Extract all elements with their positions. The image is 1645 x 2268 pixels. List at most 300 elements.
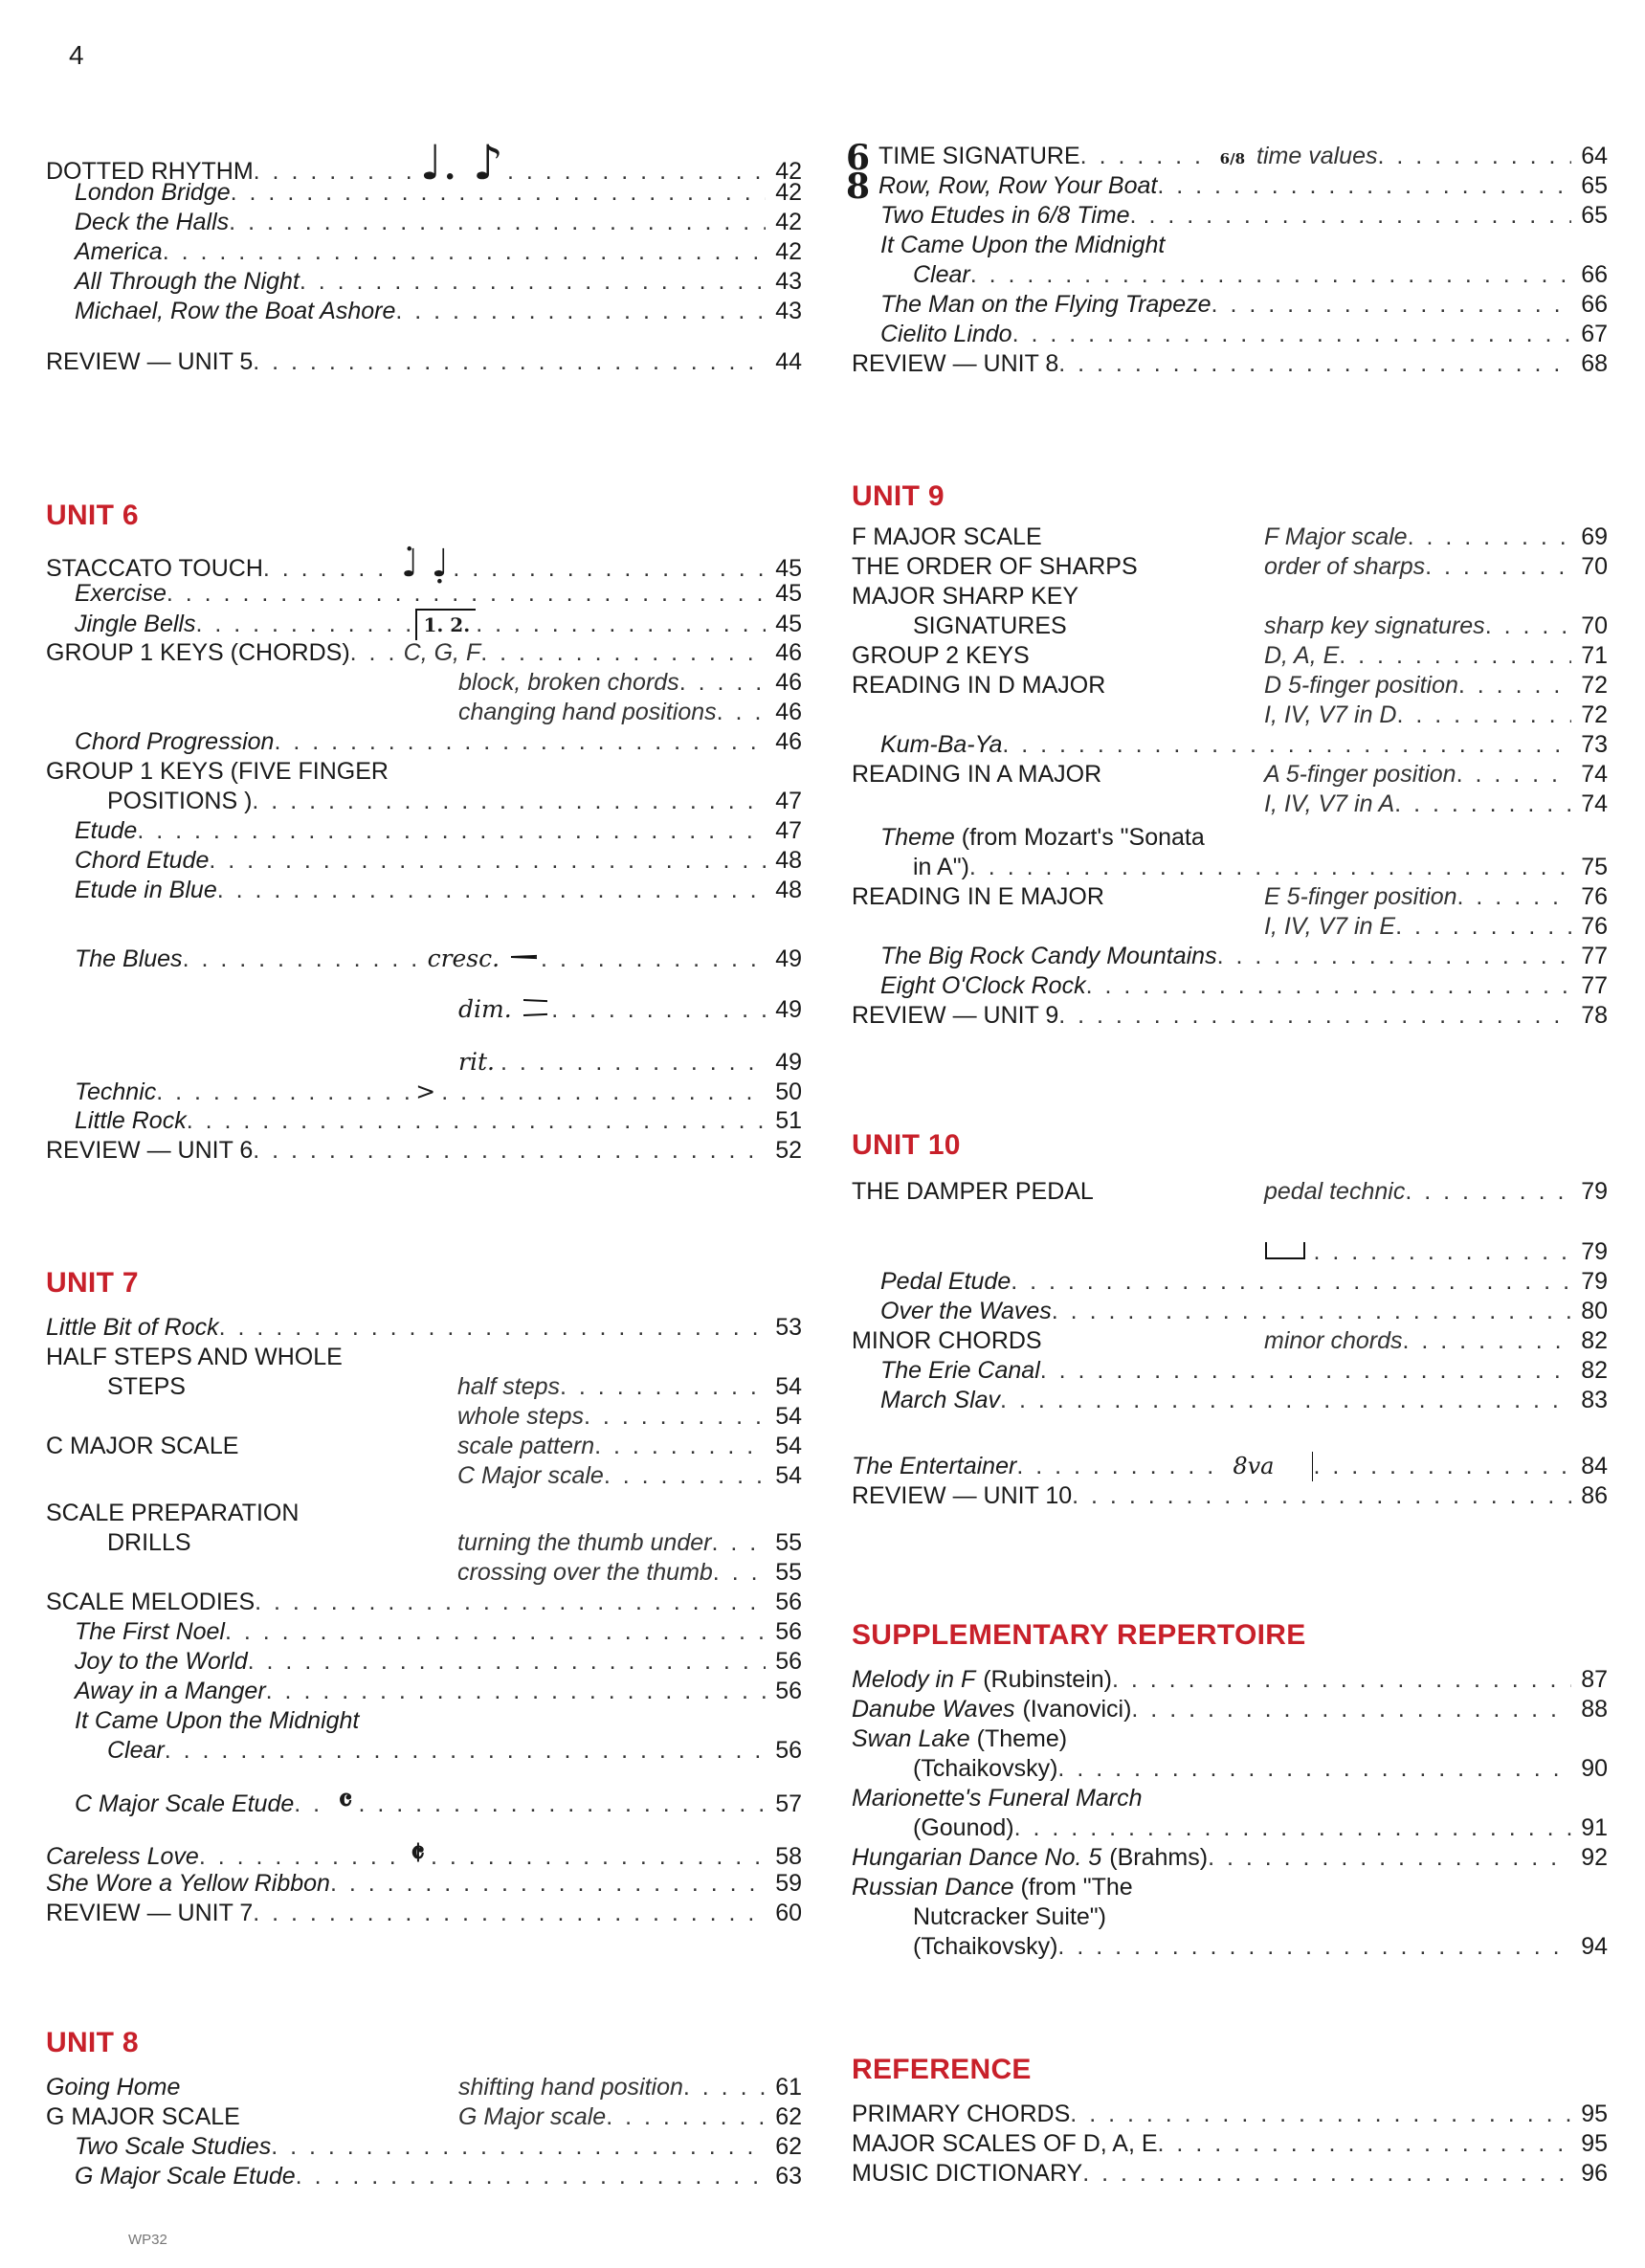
page-ref: 47: [775, 788, 802, 814]
entry-title: Technic: [75, 1078, 157, 1105]
toc-entry[interactable]: [46, 1402, 802, 1432]
toc-entry[interactable]: [852, 320, 1608, 349]
leader-dots: [1070, 2100, 1571, 2129]
pedal-bracket-icon: [1265, 1242, 1305, 1259]
entry-title: REVIEW — UNIT 9: [852, 1002, 1059, 1029]
toc-entry[interactable]: [46, 727, 802, 757]
toc-entry[interactable]: [46, 1047, 802, 1077]
entry-title: Clear: [913, 261, 970, 288]
leader-dots: [1425, 552, 1571, 582]
entry-title: THE ORDER OF SHARPS: [852, 553, 1138, 580]
leader-dots: [1339, 641, 1571, 671]
page-ref: 91: [1581, 1814, 1608, 1841]
toc-entry[interactable]: [852, 1326, 1608, 1356]
common-time-icon: 𝄴: [338, 1782, 353, 1820]
page-ref: 43: [775, 268, 802, 295]
ottava-marking: 8va: [1227, 1452, 1313, 1481]
toc-entry[interactable]: [46, 1588, 802, 1617]
toc-entry[interactable]: [852, 760, 1608, 789]
page-ref: 95: [1581, 2130, 1608, 2157]
toc-entry[interactable]: [852, 971, 1608, 1001]
page-ref: 60: [775, 1900, 802, 1926]
entry-title: She Wore a Yellow Ribbon: [46, 1870, 330, 1897]
entry-topic: whole steps: [457, 1403, 585, 1430]
toc-entry[interactable]: [46, 1528, 802, 1558]
entry-title: (Gounod): [913, 1814, 1014, 1841]
leader-dots: [271, 2132, 766, 2162]
leader-dots: [294, 1790, 332, 1819]
toc-entry[interactable]: [46, 267, 802, 297]
entry-topic: I, IV, V7 in A: [1264, 790, 1395, 817]
toc-entry[interactable]: [852, 523, 1608, 552]
six-eight-time-signature-icon: [846, 138, 871, 207]
page-ref: 65: [1581, 202, 1608, 229]
toc-entry[interactable]: [852, 1843, 1608, 1873]
toc-entry[interactable]: [46, 1736, 802, 1766]
toc-entry[interactable]: [46, 1899, 802, 1928]
leader-dots: [217, 876, 766, 905]
toc-entry[interactable]: [46, 609, 802, 638]
leader-dots: [395, 297, 766, 326]
leader-dots: [252, 787, 766, 816]
toc-entry[interactable]: [46, 1077, 802, 1106]
toc-entry[interactable]: [46, 135, 802, 190]
toc-entry[interactable]: [852, 1386, 1608, 1415]
toc-entry[interactable]: [852, 853, 1608, 882]
leader-dots: [606, 2102, 766, 2132]
leader-dots: [165, 1736, 766, 1766]
leader-dots: [717, 698, 766, 727]
entry-title: London Bridge: [75, 179, 231, 206]
entry-title-italic: Russian Dance: [852, 1874, 1014, 1901]
rit-marking: rit.: [458, 1048, 495, 1076]
entry-topic: scale pattern: [457, 1433, 595, 1459]
leader-dots: [1377, 142, 1571, 171]
staccato-note-icon: ♩̇ ♩̣: [400, 542, 450, 586]
page-ref: 62: [775, 2103, 802, 2130]
leader-dots: [183, 945, 422, 974]
entry-title: Chord Progression: [75, 728, 275, 755]
entry-title: STACCATO TOUCH: [46, 555, 263, 582]
leader-dots: [1396, 700, 1571, 730]
page-ref: 68: [1581, 350, 1608, 377]
leader-dots: [219, 1313, 766, 1343]
leader-dots: [1112, 1665, 1571, 1695]
leader-dots: [195, 610, 415, 639]
leader-dots: [248, 1647, 766, 1677]
page-ref: 79: [1581, 1238, 1608, 1265]
page-ref: 57: [775, 1790, 802, 1817]
entry-title-line: [852, 823, 1608, 853]
toc-entry[interactable]: [852, 552, 1608, 582]
entry-title: Exercise: [75, 580, 167, 607]
leader-dots: [187, 1106, 766, 1136]
toc-entry[interactable]: [852, 290, 1608, 320]
leader-dots: [253, 347, 766, 377]
leader-dots: [604, 1461, 766, 1491]
leader-dots: [683, 2073, 766, 2102]
page-ref: 51: [775, 1107, 802, 1134]
toc-entry[interactable]: [46, 1136, 802, 1166]
page-ref: 56: [775, 1618, 802, 1645]
toc-entry[interactable]: [852, 700, 1608, 730]
leader-dots: [1011, 1267, 1571, 1297]
entry-topic: C, G, F: [403, 639, 481, 666]
toc-entry[interactable]: [46, 542, 802, 586]
leader-dots: [584, 1402, 766, 1432]
section-six-eight: [846, 138, 1608, 379]
leader-dots: [1394, 789, 1571, 819]
leader-dots: [225, 1617, 766, 1647]
page-ref: 67: [1581, 321, 1608, 347]
entry-title: (Tchaikovsky): [913, 1755, 1058, 1782]
toc-entry[interactable]: [852, 349, 1608, 379]
entry-title: READING IN A MAJOR: [852, 761, 1102, 788]
entry-title: Kum-Ba-Ya: [880, 731, 1003, 758]
toc-entry[interactable]: [852, 1237, 1608, 1267]
toc-entry[interactable]: [852, 942, 1608, 971]
cresc-marking: cresc.: [427, 945, 500, 972]
leader-dots: [358, 1790, 766, 1819]
section-heading: SUPPLEMENTARY REPERTOIRE: [852, 1619, 1306, 1651]
toc-entry[interactable]: [46, 2162, 802, 2191]
toc-entry[interactable]: [852, 2159, 1608, 2189]
leader-dots: [1131, 1695, 1571, 1724]
leader-dots: [1012, 320, 1571, 349]
toc-entry[interactable]: [852, 1001, 1608, 1031]
page-ref: 49: [775, 1049, 802, 1076]
repeat-endings-icon: 1. 2.: [415, 609, 476, 640]
page-ref: 45: [775, 611, 802, 637]
entry-title: REVIEW — UNIT 5: [46, 348, 254, 375]
entry-title: Two Scale Studies: [75, 2133, 272, 2160]
toc-entry[interactable]: [46, 1834, 802, 1873]
leader-dots: [431, 1842, 766, 1872]
entry-title: REVIEW — UNIT 8: [852, 350, 1059, 377]
toc-entry[interactable]: [852, 1267, 1608, 1297]
diminuendo-hairpin-icon: [522, 998, 548, 1017]
toc-entry[interactable]: [46, 1869, 802, 1899]
leader-dots: [441, 1078, 766, 1107]
section-unit-6: [46, 500, 802, 1166]
entry-title: G Major Scale Etude: [75, 2163, 296, 2190]
toc-entry[interactable]: [46, 1461, 802, 1491]
section-heading: UNIT 9: [852, 480, 945, 512]
toc-entry[interactable]: [852, 171, 1608, 201]
leader-dots: [1082, 2159, 1571, 2189]
entry-title: Over the Waves: [880, 1298, 1052, 1324]
leader-dots: [300, 267, 766, 297]
toc-entry[interactable]: [46, 787, 802, 816]
entry-title-line: [852, 1873, 1608, 1902]
toc-entry[interactable]: [46, 178, 802, 208]
toc-entry[interactable]: [46, 816, 802, 846]
entry-title: READING IN E MAJOR: [852, 883, 1104, 910]
toc-entry[interactable]: [46, 1782, 802, 1820]
toc-entry[interactable]: [852, 1695, 1608, 1724]
entry-title: Careless Love: [46, 1843, 199, 1870]
leader-dots: [1458, 671, 1571, 700]
toc-entry[interactable]: [852, 789, 1608, 819]
entry-title: MAJOR SCALES OF D, A, E: [852, 2130, 1158, 2157]
leader-dots: [1057, 1754, 1571, 1784]
toc-entry[interactable]: [852, 1356, 1608, 1386]
leader-dots: [1408, 523, 1571, 552]
toc-entry[interactable]: [46, 1558, 802, 1588]
page-ref: 87: [1581, 1666, 1608, 1693]
entry-title: Joy to the World: [75, 1648, 248, 1675]
toc-entry[interactable]: [852, 641, 1608, 671]
entry-topic: crossing over the thumb: [457, 1559, 713, 1586]
toc-entry[interactable]: [46, 876, 802, 905]
dim-marking: dim.: [458, 995, 512, 1023]
leader-dots: [1157, 171, 1571, 201]
entry-topic: G Major scale: [458, 2103, 607, 2130]
leader-dots: [1080, 142, 1214, 171]
page-ref: 55: [775, 1559, 802, 1586]
toc-entry[interactable]: [46, 1647, 802, 1677]
page-ref: 42: [775, 158, 802, 185]
entry-title: All Through the Night: [75, 268, 300, 295]
toc-entry[interactable]: [46, 208, 802, 237]
cut-time-icon: 𝄵: [410, 1834, 426, 1873]
crescendo-hairpin-icon: [509, 947, 537, 967]
section-heading: UNIT 10: [852, 1129, 961, 1161]
entry-title: (Tchaikovsky): [913, 1933, 1058, 1960]
leader-dots: [156, 1078, 410, 1107]
entry-topic: minor chords: [1264, 1327, 1403, 1354]
leader-dots: [1313, 1237, 1571, 1267]
toc-entry[interactable]: [46, 347, 802, 377]
page-ref: 83: [1581, 1387, 1608, 1413]
entry-title: Little Bit of Rock: [46, 1314, 219, 1341]
leader-dots: [1052, 1297, 1571, 1326]
leader-dots: [1058, 349, 1571, 379]
entry-title: SIGNATURES: [913, 612, 1067, 639]
toc-entry[interactable]: [46, 698, 802, 727]
toc-entry[interactable]: [46, 297, 802, 326]
leader-dots: [713, 1558, 766, 1588]
toc-entry[interactable]: [852, 1177, 1608, 1207]
entry-title: Hungarian Dance No. 5: [852, 1844, 1102, 1871]
entry-title-line: MAJOR SHARP KEY: [852, 583, 1079, 610]
page-ref: 44: [775, 348, 802, 375]
entry-title: Eight O'Clock Rock: [880, 972, 1086, 999]
entry-title-line: It Came Upon the Midnight: [75, 1707, 360, 1734]
page-ref: 54: [775, 1462, 802, 1489]
page-ref: 95: [1581, 2101, 1608, 2127]
toc-entry[interactable]: [46, 944, 802, 973]
leader-dots: [1016, 1452, 1227, 1481]
toc-entry[interactable]: [46, 638, 802, 668]
toc-entry[interactable]: [46, 668, 802, 698]
toc-entry[interactable]: [852, 912, 1608, 942]
toc-entry[interactable]: [852, 611, 1608, 641]
leader-dots: [1000, 1386, 1571, 1415]
toc-entry[interactable]: [852, 201, 1608, 231]
entry-topic: shifting hand position: [458, 2074, 683, 2101]
entry-title: THE DAMPER PEDAL: [852, 1178, 1094, 1205]
toc-entry[interactable]: [852, 1665, 1608, 1695]
section-heading: REFERENCE: [852, 2054, 1032, 2085]
toc-entry[interactable]: [46, 579, 802, 609]
entry-title-line: It Came Upon the Midnight: [880, 232, 1166, 258]
page-ref: 73: [1581, 731, 1608, 758]
page-ref: 66: [1581, 291, 1608, 318]
page-ref: 47: [775, 817, 802, 844]
toc-entry[interactable]: [852, 1813, 1608, 1843]
toc-entry[interactable]: [46, 2102, 802, 2132]
toc-entry[interactable]: [852, 2100, 1608, 2129]
entry-title-line: Marionette's Funeral March: [852, 1785, 1143, 1812]
leader-dots: [541, 945, 766, 974]
entry-title: STEPS: [107, 1373, 186, 1400]
entry-title: C MAJOR SCALE: [46, 1433, 239, 1459]
entry-title: Clear: [107, 1737, 165, 1764]
entry-topic: half steps: [457, 1373, 561, 1400]
entry-title: GROUP 2 KEYS: [852, 642, 1030, 669]
leader-dots: [1212, 290, 1571, 320]
page-ref: 77: [1581, 943, 1608, 969]
toc-entry[interactable]: [852, 142, 1608, 171]
entry-title: TIME SIGNATURE: [878, 143, 1080, 169]
toc-entry[interactable]: [852, 1754, 1608, 1784]
section-heading: UNIT 6: [46, 500, 139, 531]
accent-icon: >: [415, 1078, 436, 1105]
toc-entry[interactable]: [46, 1617, 802, 1647]
dotted-note-icon: ♩. ♪: [419, 135, 503, 190]
entry-title-italic: Swan Lake: [852, 1725, 970, 1752]
page-ref: 70: [1581, 612, 1608, 639]
six-eight-small-icon: 6/8: [1219, 150, 1246, 167]
entry-title-rest: (Theme): [969, 1725, 1068, 1752]
entry-composer: (Ivanovici): [1022, 1696, 1132, 1723]
page-ref: 59: [775, 1870, 802, 1897]
toc-entry[interactable]: [852, 730, 1608, 760]
entry-title: PRIMARY CHORDS: [852, 2101, 1071, 2127]
toc-entry[interactable]: [46, 2132, 802, 2162]
entry-title: Two Etudes in 6/8 Time: [880, 202, 1130, 229]
entry-title: The Erie Canal: [880, 1357, 1040, 1384]
leader-dots: [253, 1899, 766, 1928]
toc-entry[interactable]: [852, 1481, 1608, 1511]
entry-topic: block, broken chords: [458, 669, 679, 696]
toc-entry[interactable]: [46, 846, 802, 876]
toc-entry[interactable]: [46, 1372, 802, 1402]
toc-entry[interactable]: [46, 1432, 802, 1461]
toc-entry[interactable]: [46, 2073, 802, 2102]
page-ref: 64: [1581, 143, 1608, 169]
toc-entry[interactable]: [852, 2129, 1608, 2159]
entry-title: REVIEW — UNIT 6: [46, 1137, 254, 1164]
leader-dots: [551, 995, 766, 1025]
page-ref: 90: [1581, 1755, 1608, 1782]
leader-dots: [1208, 1843, 1571, 1873]
page-ref: 76: [1581, 883, 1608, 910]
toc-entry[interactable]: [46, 1106, 802, 1136]
entry-title: Michael, Row the Boat Ashore: [75, 298, 396, 324]
leader-dots: [1457, 882, 1571, 912]
entry-title-line: [852, 1724, 1608, 1754]
page-ref: 42: [775, 209, 802, 235]
leader-dots: [560, 1372, 766, 1402]
toc-entry[interactable]: [852, 1932, 1608, 1962]
entry-topic: I, IV, V7 in D: [1264, 701, 1397, 728]
leader-dots: [209, 846, 766, 876]
entry-title: Etude in Blue: [75, 877, 217, 903]
leader-dots: [679, 668, 766, 698]
entry-title: March Slav: [880, 1387, 1001, 1413]
leader-dots: [137, 816, 766, 846]
leader-dots: [711, 1528, 766, 1558]
page-ref: 49: [775, 996, 802, 1023]
entry-title: F MAJOR SCALE: [852, 523, 1042, 550]
page-ref: 61: [775, 2074, 802, 2101]
timesig-bottom: 8: [846, 167, 871, 207]
entry-topic: D, A, E: [1264, 642, 1340, 669]
leader-dots: [1403, 1326, 1572, 1356]
toc-entry[interactable]: [852, 1452, 1608, 1481]
page-ref: 63: [775, 2163, 802, 2190]
toc-entry[interactable]: [852, 671, 1608, 700]
entry-title: POSITIONS ): [107, 788, 253, 814]
leader-dots: [330, 1869, 766, 1899]
entry-title: DOTTED RHYTHM: [46, 158, 254, 185]
page-ref: 53: [775, 1314, 802, 1341]
toc-entry[interactable]: [46, 237, 802, 267]
page-ref: 58: [775, 1843, 802, 1870]
leader-dots: [255, 1588, 766, 1617]
page-ref: 76: [1581, 913, 1608, 940]
page-ref: 56: [775, 1678, 802, 1704]
leader-dots: [1014, 1813, 1571, 1843]
toc-entry[interactable]: [852, 260, 1608, 290]
entry-title: Away in a Manger: [75, 1678, 266, 1704]
leader-dots: [1057, 1932, 1571, 1962]
toc-entry[interactable]: [46, 994, 802, 1024]
leader-dots: [1313, 1452, 1571, 1481]
page-ref: 54: [775, 1373, 802, 1400]
leader-dots: [231, 178, 766, 208]
entry-title: The Entertainer: [852, 1453, 1017, 1479]
page-ref: 88: [1581, 1696, 1608, 1723]
entry-title: America: [75, 238, 163, 265]
page-ref: 80: [1581, 1298, 1608, 1324]
leader-dots: [1058, 1001, 1571, 1031]
page-ref: 62: [775, 2133, 802, 2160]
page-ref: 55: [775, 1529, 802, 1556]
entry-title: Little Rock: [75, 1107, 187, 1134]
leader-dots: [1405, 1177, 1571, 1207]
leader-dots: [1086, 971, 1571, 1001]
page-ref: 65: [1581, 172, 1608, 199]
entry-topic: A 5-finger position: [1264, 761, 1456, 788]
toc-entry[interactable]: [852, 1297, 1608, 1326]
entry-title: The Man on the Flying Trapeze: [880, 291, 1212, 318]
page-ref: 50: [775, 1078, 802, 1105]
entry-topic: turning the thumb under: [457, 1529, 712, 1556]
leader-dots: [476, 610, 766, 639]
page-ref: 72: [1581, 672, 1608, 699]
toc-entry[interactable]: [46, 1677, 802, 1706]
entry-title-line: HALF STEPS AND WHOLE: [46, 1344, 343, 1370]
entry-title: Danube Waves: [852, 1696, 1015, 1723]
leader-dots: [969, 853, 1571, 882]
page-ref: 69: [1581, 523, 1608, 550]
page-ref: 52: [775, 1137, 802, 1164]
toc-entry[interactable]: [852, 882, 1608, 912]
toc-entry[interactable]: [46, 1313, 802, 1343]
